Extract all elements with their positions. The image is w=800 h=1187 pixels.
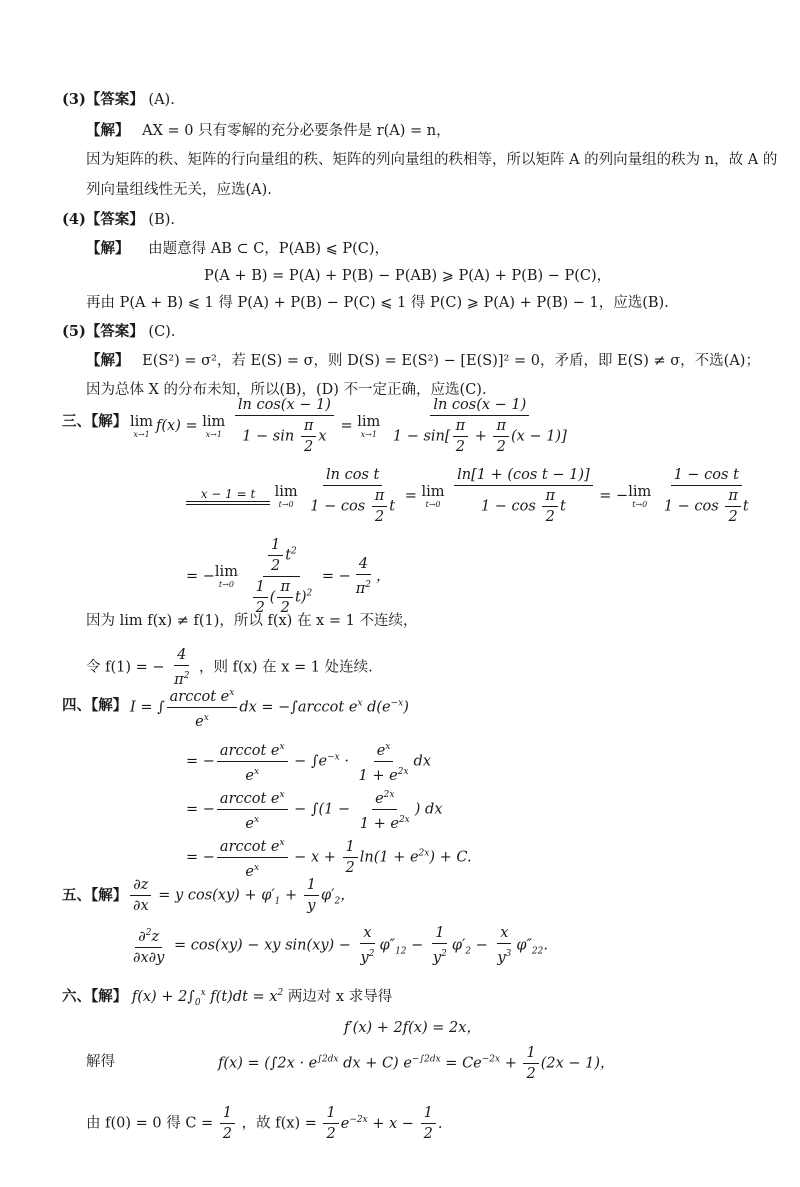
section5-label: 五、【解】 <box>62 887 128 904</box>
section6-eq2: $f(x) = (\int 2x \cdot e^{\int 2dx}$ dx + C) $e^{-\int 2dx} = Ce^{-2x}$ + $\frac{1}{2}$ (2x − 1)， <box>218 1045 615 1082</box>
problem5-solution-line1 <box>86 351 760 371</box>
problem3-solution-line1 <box>86 121 451 141</box>
section5-equation2: $\frac{\partial^2z}{\partial x\partial y}$ = cos(xy) − xy sin(xy) − $\frac{x}{y^2}$ $\varphi''_{12}$ − $\frac{1}{y^2}$ $\varphi'_2$ − $\frac{x}{y^3}$ $\varphi''_{22}$. <box>133 925 548 966</box>
section3-equation2: x − 1 = t lim t→0 ln cos t 1 − cos $\frac{\pi}{2}$ t = lim t→0 ln[1 + (cos t − 1)] 1 − cos $\frac{\pi}{2}$ t = − lim t→0 1 − cos t 1 − cos $\frac{\pi}{2}$ t <box>186 466 754 526</box>
section6-solve: 解得 <box>86 1054 115 1070</box>
problem4-answer-line <box>62 210 175 230</box>
section6-label: 六、【解】 <box>62 987 128 1005</box>
problem3-text3: 列向量组线性无关，应选(A). <box>86 182 272 198</box>
section5-equation1: $\frac{\partial z}{\partial x}$ = y $\cos(xy) + \varphi'_1$ + $\frac{1}{y}$ $\varphi'_2$， <box>128 876 355 915</box>
section3-conclusion2-post: ，则 f(x) 在 x = 1 处连续. <box>199 659 373 676</box>
section3-equation3: = − lim t→0 $\frac{1}{2}$ $t^2$ $\frac{1}{2}$ ( $\frac{\pi}{2}$ t)$^2$ = − $\frac{4}{\pi^2}$ ， <box>186 537 391 616</box>
section4-label: 四、【解】 <box>62 697 128 714</box>
problem5-answer: (C). <box>148 324 176 340</box>
problem5-text1: E(S²) = σ²，若 E(S) = σ，则 D(S) = E(S²) − [E(S)]² = 0，矛盾，即 E(S) ≠ σ，不选(A)； <box>142 353 760 369</box>
problem5-answer-line <box>62 322 175 342</box>
section3-conclusion1: 因为 lim f(x) ≠ f(1)，所以 f(x) 在 x = 1 不连续， <box>86 613 418 629</box>
problem5-jie: 【解】 <box>86 352 130 369</box>
section4-equation3: = − $\frac{arccot e^x}{e^x}$ − ∫(1 − $\frac{e^{2x}}{1 + e^{2x}}$ ) dx <box>186 786 443 833</box>
section6-line1: 六、【解】 $f(x) + 2\int_0^x$ $f(t)dt = x^2$ 两边对 x 求导得 <box>62 987 393 1008</box>
section6-final-mid: ，故 f(x) = <box>241 1115 322 1132</box>
problem5-label: (5)【答案】 <box>62 323 144 340</box>
section3-equation1: lim x→1 f(x) = lim x→1 ln cos(x − 1) 1 − sin $\frac{\pi}{2}$ x = lim x→1 ln cos(x − 1) 1 − sin[ $\frac{\pi}{2}$ + $\frac{\pi}{2}$ (x − 1)] <box>130 397 567 455</box>
section3-conclusion2-pre: 令 f(1) = − <box>86 659 165 676</box>
problem3-text2: 因为矩阵的秩、矩阵的行向量组的秩、矩阵的列向量组的秩相等，所以矩阵 A 的列向量组的秩为 n，故 A 的 <box>86 152 778 168</box>
problem4-text1: 由题意得 AB ⊂ C，P(AB) ⩽ P(C)， <box>148 241 390 257</box>
problem5-text2: 因为总体 X 的分布未知，所以(B)，(D) 不一定正确，应选(C). <box>86 382 487 398</box>
problem3-text1: AX = 0 只有零解的充分必要条件是 r(A) = n， <box>142 123 451 139</box>
section4-equation4: = − $\frac{arccot e^x}{e^x}$ − x + $\frac{1}{2}$ $\ln(1 + e^{2x}) + C$. <box>186 834 472 881</box>
problem4-solution-line1 <box>86 239 389 259</box>
problem3-label: (3)【答案】 <box>62 91 144 108</box>
problem3-jie: 【解】 <box>86 122 130 139</box>
section4-equation1: I = ∫ $\frac{arccot e^x}{e^x}$ dx = −∫arccot $e^x$ $d(e^{-x})$ <box>130 684 409 731</box>
problem4-jie: 【解】 <box>86 240 130 257</box>
section3-label: 三、【解】 <box>62 413 128 430</box>
section4-equation2: = − $\frac{arccot e^x}{e^x}$ − $\int e^{-x}$ · $\frac{e^x}{1 + e^{2x}}$ dx <box>186 738 431 785</box>
section6-line1-post: 两边对 x 求导得 <box>287 988 393 1005</box>
problem3-answer: (A). <box>148 92 175 108</box>
section3-conclusion2: 令 f(1) = − $\frac{4}{\pi^2}$ ，则 f(x) 在 x = 1 处连续. <box>86 647 373 688</box>
problem4-label: (4)【答案】 <box>62 211 144 228</box>
problem4-text2: P(A + B) = P(A) + P(B) − P(AB) ⩾ P(A) + P(B) − P(C)， <box>204 268 612 284</box>
problem4-answer: (B). <box>148 212 176 228</box>
section6-eq1: f′(x) + 2f(x) = 2x， <box>344 1020 481 1036</box>
problem4-text3: 再由 P(A + B) ⩽ 1 得 P(A) + P(B) − P(C) ⩽ 1 得 P(C) ⩾ P(A) + P(B) − 1，应选(B). <box>86 295 669 311</box>
problem3-answer-line <box>62 90 175 110</box>
section6-final: 由 f(0) = 0 得 C = $\frac{1}{2}$ ，故 f(x) = $\frac{1}{2}$ $e^{-2x} + x$ − $\frac{1}{2}$ . <box>86 1105 443 1142</box>
section6-final-pre: 由 f(0) = 0 得 C = <box>86 1115 218 1132</box>
